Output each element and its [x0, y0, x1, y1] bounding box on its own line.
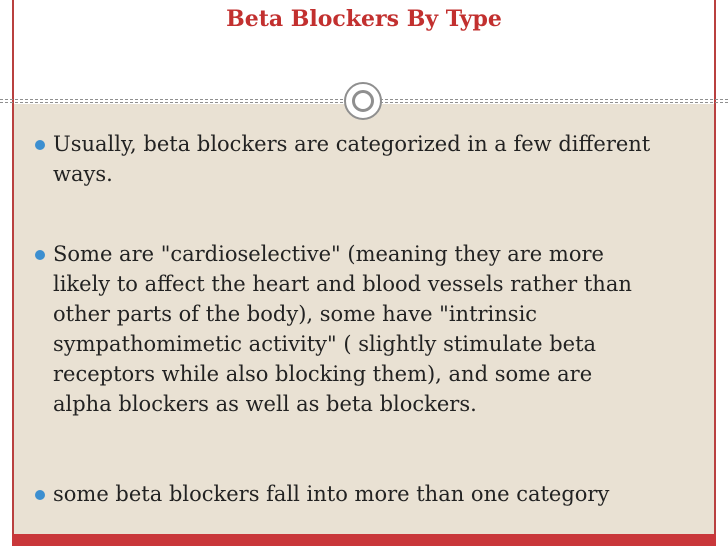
bullet-text: Usually, beta blockers are categorized in a few different ways.: [53, 132, 651, 186]
ornament-inner-ring: [352, 90, 374, 112]
ornament-circle-icon: [344, 82, 382, 120]
bottom-accent-bar: [12, 534, 716, 546]
slide-title: Beta Blockers By Type: [226, 6, 502, 32]
bullet-text: some beta blockers fall into more than one category: [53, 482, 610, 506]
bullet-dot-icon: [35, 490, 45, 500]
bullet-dot-icon: [35, 250, 45, 260]
bullet-text: Some are "cardioselective" (meaning they are more likely to affect the heart and blood vessels rather than other parts of the body), some have "intrinsic sympathomimetic activity" ( slightly stimulate beta receptors while also blocking them), and some are alpha blockers as well as beta blockers.: [53, 242, 632, 416]
bullet-dot-icon: [35, 140, 45, 150]
